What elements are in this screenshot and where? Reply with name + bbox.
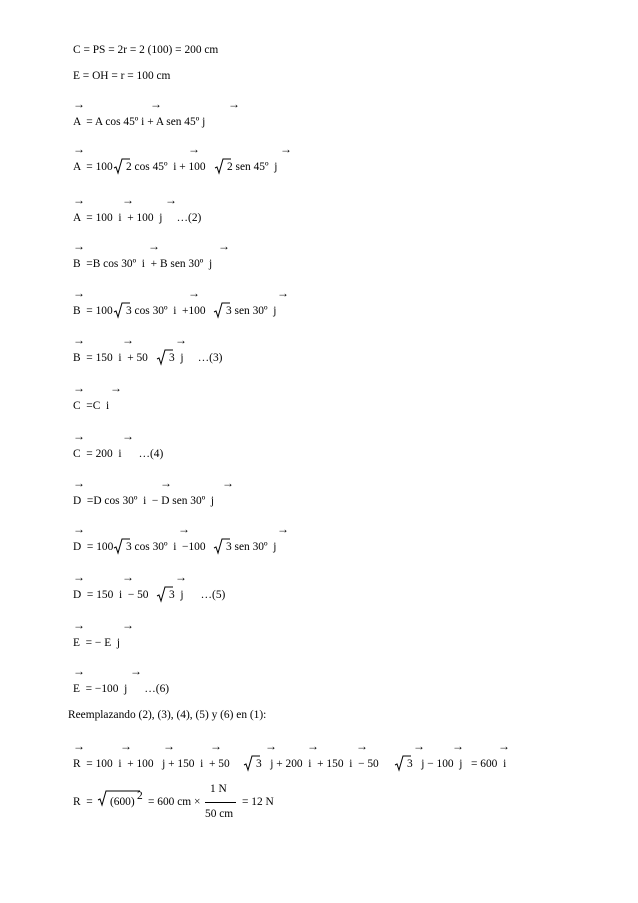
vector-arrow: → (280, 142, 292, 156)
vector-arrow: → (218, 239, 230, 253)
vector-arrow: → (122, 618, 134, 632)
vector-arrow: → (73, 522, 85, 536)
vector-b-expanded: 3 cos 30º i +100 (126, 305, 206, 317)
resultant-sum: 3 j + 200 i + 150 i − 50 (256, 758, 379, 770)
resultant-sum: 3 j − 100 j = 600 i (407, 758, 507, 770)
vector-arrow: → (413, 739, 425, 753)
vector-e-result: E = −100 j …(6) (73, 683, 170, 695)
vector-arrow: → (73, 97, 85, 111)
vector-arrow: → (175, 570, 187, 584)
fraction-bar (205, 802, 236, 803)
line-e-definition: E = OH = r = 100 cm (73, 70, 171, 82)
vector-b-result: 3 j …(3) (169, 352, 223, 364)
vector-d-expanded: 3 sen 30º j (226, 541, 277, 553)
vector-d-result: 3 j …(5) (169, 589, 226, 601)
vector-a-expanded: 2 cos 45º i + 100 (126, 161, 206, 173)
vector-d-result: D = 150 i − 50 (73, 589, 149, 601)
substitution-note: Reemplazando (2), (3), (4), (5) y (6) en (1): (68, 709, 267, 721)
vector-arrow: → (120, 739, 132, 753)
vector-arrow: → (73, 333, 85, 347)
fraction-numerator: 1 N (210, 783, 227, 795)
resultant-magnitude: = 12 N (242, 796, 274, 808)
vector-c-components: C =C i (73, 400, 110, 412)
vector-arrow: → (73, 570, 85, 584)
exponent: 2 (137, 790, 143, 802)
vector-a-expanded: A = 100 (73, 161, 113, 173)
vector-arrow: → (175, 333, 187, 347)
resultant-magnitude: (600) (110, 796, 135, 808)
line-c-definition: C = PS = 2r = 2 (100) = 200 cm (73, 44, 219, 56)
vector-arrow: → (210, 739, 222, 753)
vector-arrow: → (277, 286, 289, 300)
vector-arrow: → (73, 239, 85, 253)
vector-arrow: → (73, 429, 85, 443)
vector-d-expanded: D = 100 (73, 541, 114, 553)
vector-a-components: A = A cos 45º i + A sen 45º j (73, 116, 206, 128)
resultant-magnitude: = 600 cm × (148, 796, 201, 808)
vector-arrow: → (277, 522, 289, 536)
vector-arrow: → (73, 739, 85, 753)
vector-arrow: → (165, 193, 177, 207)
vector-arrow: → (73, 618, 85, 632)
vector-arrow: → (122, 570, 134, 584)
vector-arrow: → (122, 429, 134, 443)
vector-arrow: → (222, 476, 234, 490)
vector-arrow: → (130, 664, 142, 678)
vector-arrow: → (73, 664, 85, 678)
vector-arrow: → (73, 193, 85, 207)
resultant-magnitude: R = (73, 796, 93, 808)
vector-a-result: A = 100 i + 100 j …(2) (73, 212, 202, 224)
vector-arrow: → (178, 522, 190, 536)
vector-arrow: → (160, 476, 172, 490)
vector-b-components: B =B cos 30º i + B sen 30º j (73, 258, 213, 270)
vector-arrow: → (110, 381, 122, 395)
vector-arrow: → (356, 739, 368, 753)
resultant-sum: R = 100 i + 100 j + 150 i + 50 (73, 758, 230, 770)
vector-arrow: → (265, 739, 277, 753)
vector-b-expanded: B = 100 (73, 305, 113, 317)
vector-d-components: D =D cos 30º i − D sen 30º j (73, 495, 215, 507)
fraction-denominator: 50 cm (205, 808, 234, 820)
vector-arrow: → (73, 381, 85, 395)
vector-c-result: C = 200 i …(4) (73, 448, 164, 460)
vector-arrow: → (122, 193, 134, 207)
vector-a-expanded: 2 sen 45º j (227, 161, 278, 173)
vector-b-result: B = 150 i + 50 (73, 352, 148, 364)
vector-e-components: E = − E j (73, 637, 121, 649)
vector-arrow: → (307, 739, 319, 753)
vector-arrow: → (73, 286, 85, 300)
vector-arrow: → (163, 739, 175, 753)
vector-arrow: → (188, 286, 200, 300)
vector-d-expanded: 3 cos 30º i −100 (126, 541, 206, 553)
vector-arrow: → (498, 739, 510, 753)
vector-arrow: → (188, 142, 200, 156)
vector-arrow: → (73, 476, 85, 490)
vector-arrow: → (150, 97, 162, 111)
vector-b-expanded: 3 sen 30º j (226, 305, 277, 317)
vector-arrow: → (122, 333, 134, 347)
vector-arrow: → (148, 239, 160, 253)
vector-arrow: → (73, 142, 85, 156)
vector-arrow: → (228, 97, 240, 111)
vector-arrow: → (452, 739, 464, 753)
